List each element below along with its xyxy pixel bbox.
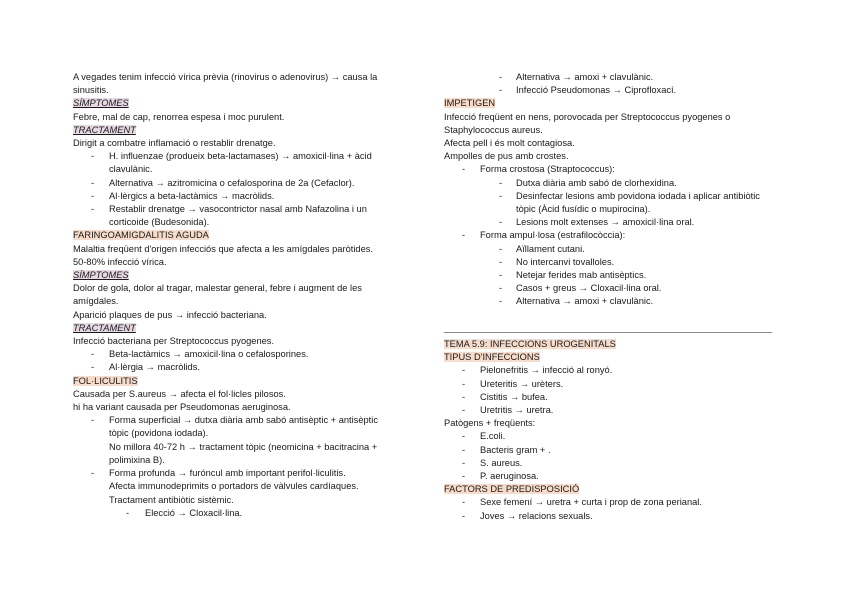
patogens-text: Patògens + freqüents: — [444, 418, 536, 429]
list-item: - Joves → relacions sexuals. — [444, 510, 774, 523]
right-column — [444, 71, 774, 309]
tema-heading: TEMA 5.9: INFECCIONS UROGENITALS — [444, 339, 616, 349]
list-item: - E.coli. — [444, 430, 774, 443]
sinusitis-intro: A vegades tenim infecció vírica prèvia (rinovirus o adenovirus) → causa la sinusitis. — [73, 72, 378, 96]
list-item: - P. aeruginosa. — [444, 470, 774, 483]
faringo-tractament-heading: TRACTAMENT — [73, 322, 136, 333]
sinusitis-simptomes-heading: SÍMPTOMES — [73, 98, 129, 109]
list-item: - Alternativa → amoxi + clavulànic. — [444, 295, 774, 308]
folliculitis-heading: FOL·LICULITIS — [73, 375, 138, 386]
impetigen-heading: IMPETIGEN — [444, 98, 496, 109]
impetigen-desc-2: Afecta pell i és molt contagiosa. — [444, 138, 575, 149]
faringo-tractament-text: Infecció bacteriana per Streptococcus pyogenes. — [73, 336, 275, 347]
list-item: - Ureteritis → urèters. — [444, 378, 774, 391]
list-item: - Desinfectar lesions amb povidona iodada i aplicar antibiòtic tòpic (Àcid fusídic o mupirocina). — [444, 190, 774, 216]
list-item: - Pielonefritis → infecció al ronyó. — [444, 364, 774, 377]
list-item: - Al·lèrgia → macròlids. — [73, 361, 409, 374]
list-item: - Infecció Pseudomonas → Ciprofloxací. — [444, 84, 774, 97]
folliculitis-desc-1: Causada per S.aureus → afecta el fol·licles pilosos. — [73, 388, 286, 399]
list-item: - Forma ampul·losa (estrafilocòccia): — [444, 229, 774, 242]
list-item: - Forma superficial → dutxa diària amb sabó antisèptic + antisèptic tòpic (povidona iodada). — [73, 414, 409, 440]
list-item: - H. influenzae (produeix beta-lactamases) → amoxicil·lina + àcid clavulànic. — [73, 150, 409, 176]
faringo-simptomes-text-2: Aparició plaques de pus → infecció bacteriana. — [73, 309, 267, 320]
faringo-simptomes-heading: SÍMPTOMES — [73, 270, 129, 281]
section-divider — [444, 332, 772, 333]
urogenital-section — [444, 338, 774, 523]
list-item: - No intercanvi tovalloles. — [444, 256, 774, 269]
list-item: - Elecció → Cloxacil·lina. — [73, 507, 409, 520]
left-column — [73, 71, 409, 520]
list-item: - Cistitis → bufea. — [444, 391, 774, 404]
list-item: - Sexe femení → uretra + curta i prop de zona perianal. — [444, 496, 774, 509]
list-item: - Casos + greus → Cloxacil·lina oral. — [444, 282, 774, 295]
list-item: - Aïllament cutani. — [444, 243, 774, 256]
list-item: - Lesions molt extenses → amoxicil·lina oral. — [444, 216, 774, 229]
list-item: - Bacteris gram + . — [444, 444, 774, 457]
list-item: - Netejar ferides mab antisèptics. — [444, 269, 774, 282]
list-item: - S. aureus. — [444, 457, 774, 470]
list-item: - Beta-lactàmics → amoxicil·lina o cefalosporines. — [73, 348, 409, 361]
faringoamigdalitis-heading: FARINGOAMIGDALITIS AGUDA — [73, 230, 209, 241]
sinusitis-simptomes-text: Febre, mal de cap, renorrea espesa i moc purulent. — [73, 111, 285, 122]
list-item-continuation: Afecta immunodeprimits o portadors de vàlvules cardíaques. — [109, 481, 359, 492]
faringo-desc-2: 50-80% infecció vírica. — [73, 256, 167, 267]
folliculitis-desc-2: hi ha variant causada per Pseudomonas aeruginosa. — [73, 402, 291, 413]
sinusitis-tractament-heading: TRACTAMENT — [73, 124, 136, 135]
list-item: - Forma profunda → furóncul amb important perifol·liculitis. — [73, 467, 409, 480]
list-item: - Dutxa diària amb sabó de clorhexidina. — [444, 177, 774, 190]
impetigen-desc-1: Infecció freqüent en nens, porovocada per Streptococcus pyogenes o Staphylococcus aureus. — [444, 111, 731, 135]
faringo-simptomes-text: Dolor de gola, dolor al tragar, malestar general, febre i augment de les amígdales. — [73, 283, 362, 307]
list-item-continuation: No millora 40-72 h → tractament tòpic (neomicina + bacitracina + polimixina B). — [109, 441, 378, 465]
sinusitis-tractament-text: Dirigit a combatre inflamació o restablir drenatge. — [73, 138, 276, 149]
tipus-heading: TIPUS D'INFECCIONS — [444, 352, 540, 363]
list-item: - Alternativa → amoxi + clavulànic. — [444, 71, 774, 84]
list-item-continuation: Tractament antibiòtic sistèmic. — [109, 494, 234, 505]
list-item: - Uretritis → uretra. — [444, 404, 774, 417]
faringo-desc-1: Malaltia freqüent d'origen infecciós que afecta a les amígdales paròtides. — [73, 243, 373, 254]
list-item: - Al·lèrgics a beta-lactàmics → macròlids. — [73, 190, 409, 203]
list-item: - Forma crostosa (Straptococcus): — [444, 163, 774, 176]
list-item: - Restablir drenatge → vasocontrictor nasal amb Nafazolina i un corticoide (Budesonida). — [73, 203, 409, 229]
list-item: - Alternativa → azitromicina o cefalosporina de 2a (Cefaclor). — [73, 177, 409, 190]
factors-heading: FACTORS DE PREDISPOSICIÓ — [444, 484, 580, 495]
impetigen-desc-3: Ampolles de pus amb crostes. — [444, 151, 569, 162]
